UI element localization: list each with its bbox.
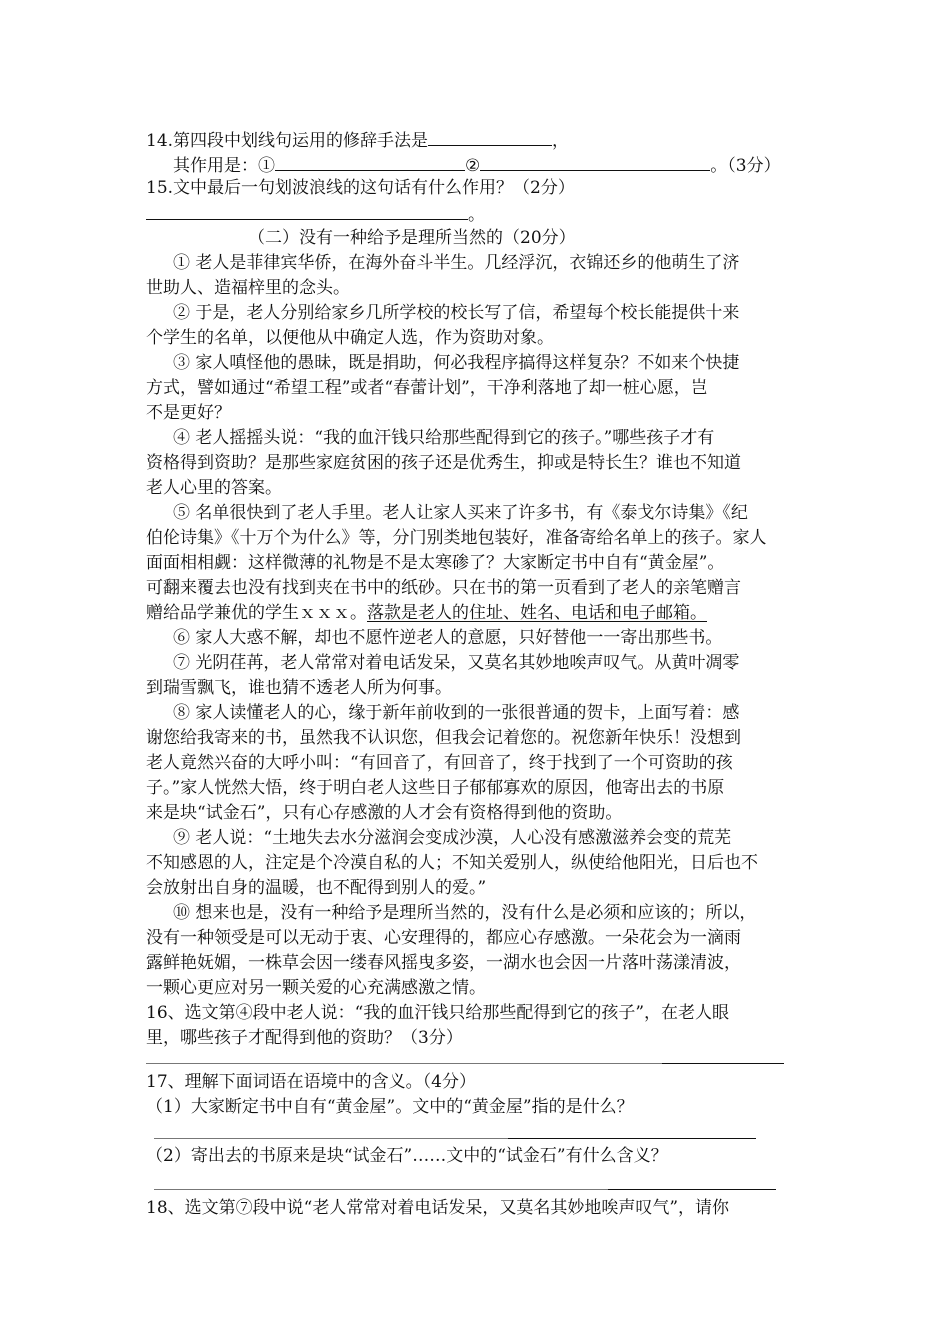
passage-line: 没有一种领受是可以无动于衷、心安理得的，都应心存感激。一朵花会为一滴雨	[146, 928, 741, 948]
q17-sub2-answer-line[interactable]	[154, 1189, 608, 1190]
q14-answer-blank-2[interactable]	[480, 152, 710, 171]
q15-answer-blank[interactable]	[146, 201, 468, 220]
passage-line: 到瑞雪飘飞，谁也猜不透老人所为何事。	[146, 678, 452, 698]
q14-question-text: 14.第四段中划线句运用的修辞手法是	[146, 131, 429, 151]
passage-line: 个学生的名单，以便他从中确定人选，作为资助对象。	[146, 328, 554, 348]
passage-line: ① 老人是菲律宾华侨，在海外奋斗半生。几经浮沉，衣锦还乡的他萌生了济	[173, 253, 740, 273]
q18-question: 18、选文第⑦段中说“老人常常对着电话发呆，又莫名其妙地唉声叹气”，请你	[146, 1198, 730, 1218]
passage-line: 可翻来覆去也没有找到夹在书中的纸砂。只在书的第一页看到了老人的亲笔赠言	[146, 578, 741, 598]
underlined-sentence: 落款是老人的住址、姓名、电话和电子邮箱。	[367, 603, 707, 623]
passage-line: ② 于是，老人分别给家乡几所学校的校长写了信，希望每个校长能提供十来	[173, 303, 740, 323]
q14-effect-label: 其作用是：①	[173, 156, 275, 176]
q17-sub1-answer-line[interactable]	[154, 1138, 508, 1139]
q17-sub2-answer-line-dark[interactable]	[608, 1189, 776, 1190]
q17-sub1-answer-line-dark[interactable]	[508, 1138, 756, 1139]
passage-line: ③ 家人嗔怪他的愚昧，既是捐助，何必我程序搞得这样复杂？不如来个快捷	[173, 353, 740, 373]
q17-sub1: （1）大家断定书中自有“黄金屋”。文中的“黄金屋”指的是什么？	[146, 1097, 634, 1117]
passage-line: 世助人、造福梓里的念头。	[146, 278, 350, 298]
q14-answer-blank-1[interactable]	[275, 152, 465, 171]
q17-sub2: （2）寄出去的书原来是块“试金石”……文中的“试金石”有什么含义？	[146, 1146, 668, 1166]
passage-line: ⑥ 家人大惑不解，却也不愿忤逆老人的意愿，只好替他一一寄出那些书。	[173, 628, 723, 648]
q15-answer-line	[146, 201, 485, 227]
q14-circle-2: ②	[465, 156, 481, 176]
gift-inscription: 赠给品学兼优的学生ｘｘｘ。	[146, 603, 367, 623]
passage-line: 不知感恩的人，注定是个冷漠自私的人；不知关爱别人，纵使给他阳光，日后也不	[146, 853, 758, 873]
passage-line: 不是更好？	[146, 403, 231, 423]
q16-question-line: 16、选文第④段中老人说：“我的血汗钱只给那些配得到它的孩子”，在老人眼	[146, 1003, 730, 1023]
passage-line: 伯伦诗集》《十万个为什么》等，分门别类地包装好，准备寄给名单上的孩子。家人	[146, 528, 767, 548]
q16-answer-line-dark[interactable]	[662, 1063, 784, 1064]
passage-line-gift	[146, 601, 707, 625]
passage-line: 谢您给我寄来的书，虽然我不认识您，但我会记着您的。祝您新年快乐！没想到	[146, 728, 741, 748]
q17-title: 17、理解下面词语在语境中的含义。（4分）	[146, 1072, 476, 1092]
passage-line: ⑩ 想来也是，没有一种给予是理所当然的，没有什么是必须和应该的；所以，	[173, 903, 757, 923]
passage-line: 老人竟然兴奋的大呼小叫：“有回音了，有回音了，终于找到了一个可资助的孩	[146, 753, 733, 773]
q15-period: 。	[468, 205, 485, 225]
section-title: （二）没有一种给予是理所当然的（20分）	[248, 228, 576, 248]
q14-line2	[173, 152, 781, 178]
passage-line: 子。”家人恍然大悟，终于明白老人这些日子郁郁寡欢的原因，他寄出去的书原	[146, 778, 725, 798]
q14-comma: ，	[552, 131, 570, 151]
passage-line: ⑤ 名单很快到了老人手里。老人让家人买来了许多书，有《泰戈尔诗集》《纪	[173, 503, 748, 523]
passage-line: ⑨ 老人说：“土地失去水分滋润会变成沙漠，人心没有感激滋养会变的荒芜	[173, 828, 732, 848]
passage-line: 一颗心更应对另一颗关爱的心充满感激之情。	[146, 978, 486, 998]
q14-answer-blank-rhetoric[interactable]	[428, 127, 552, 146]
passage-line: 露鲜艳妩媚，一株草会因一缕春风摇曳多姿，一湖水也会因一片落叶荡漾清波，	[146, 953, 741, 973]
q16-answer-line[interactable]	[146, 1063, 662, 1064]
passage-line: ⑧ 家人读懂老人的心，缘于新年前收到的一张很普通的贺卡，上面写着：感	[173, 703, 740, 723]
q14-score: 。（3分）	[710, 156, 781, 176]
passage-line: 会放射出自身的温暖，也不配得到别人的爱。”	[146, 878, 487, 898]
passage-line: 来是块“试金石”，只有心存感激的人才会有资格得到他的资助。	[146, 803, 623, 823]
q16-question-line: 里，哪些孩子才配得到他的资助？（3分）	[146, 1028, 463, 1048]
passage-line: ⑦ 光阴荏苒，老人常常对着电话发呆，又莫名其妙地唉声叹气。从黄叶凋零	[173, 653, 740, 673]
passage-line: ④ 老人摇摇头说：“我的血汗钱只给那些配得到它的孩子。”哪些孩子才有	[173, 428, 715, 448]
q14-line1	[146, 127, 569, 153]
passage-line: 方式，譬如通过“希望工程”或者“春蕾计划”，干净利落地了却一桩心愿，岂	[146, 378, 708, 398]
passage-line: 资格得到资助？是那些家庭贫困的孩子还是优秀生，抑或是特长生？谁也不知道	[146, 453, 741, 473]
passage-line: 面面相相觑：这样微薄的礼物是不是太寒碜了？大家断定书中自有“黄金屋”。	[146, 553, 725, 573]
passage-line: 老人心里的答案。	[146, 478, 282, 498]
q15-question: 15.文中最后一句划波浪线的这句话有什么作用？（2分）	[146, 178, 575, 198]
